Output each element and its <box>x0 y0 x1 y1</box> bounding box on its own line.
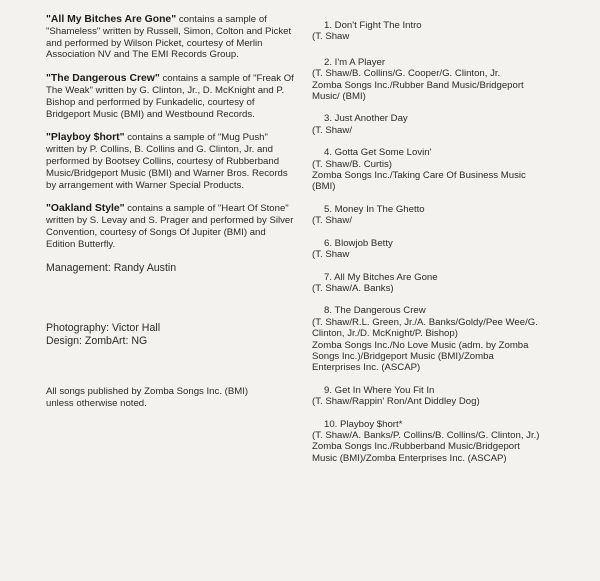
track-credit: (T. Shaw <box>312 249 350 261</box>
track-credit: Music/ (BMI) <box>312 91 366 103</box>
track-credit: (T. Shaw/R.L. Green, Jr./A. Banks/Goldy/Pee Wee/G. <box>312 316 538 328</box>
sample-credit <box>46 132 296 191</box>
track-credit: (T. Shaw/B. Collins/G. Cooper/G. Clinton, Jr. <box>312 68 501 80</box>
track-credit: (T. Shaw/A. Banks/P. Collins/B. Collins/G. Clinton, Jr.) <box>312 429 540 441</box>
sample-text: contains a sample of "Mug Push" written by P. Collins, B. Collins and G. Clinton, Jr. and performed by Bootsey Collins, courtesy of Rubberband Music/Bridgeport Music (BMI) and Warner Bros. Records by arrangement with Warner Special Products. <box>46 132 288 191</box>
track-item <box>312 204 574 227</box>
track-item <box>312 147 574 193</box>
track-credit: (T. Shaw <box>312 31 350 43</box>
track-credit: (T. Shaw/A. Banks) <box>312 282 394 294</box>
track-credit: Zomba Songs Inc./Rubberband Music/Bridgeport <box>312 441 520 453</box>
track-item <box>312 113 574 136</box>
track-credit: Zomba Songs Inc./Rubber Band Music/Bridgeport <box>312 79 524 91</box>
sample-song: "All My Bitches Are Gone" <box>46 14 177 25</box>
track-credit: Clinton, Jr./D. McKnight/P. Bishop) <box>312 328 458 340</box>
sample-credit <box>46 73 296 120</box>
sample-song: "Oakland Style" <box>46 203 125 215</box>
track-item <box>312 57 574 103</box>
track-credit: (T. Shaw/Rappin' Ron/Ant Diddley Dog) <box>312 396 480 408</box>
sample-song: "Playboy $hort" <box>46 132 125 144</box>
track-credit: (T. Shaw/ <box>312 124 352 136</box>
track-item <box>312 305 574 373</box>
track-title: 3. Just Another Day <box>324 113 408 125</box>
photography-credit: Photography: Victor Hall <box>46 322 161 335</box>
track-title: 9. Get In Where You Fit In <box>324 384 435 396</box>
sample-credit <box>46 14 296 61</box>
track-credit: Zomba Songs Inc./No Love Music (adm. by Zomba <box>312 339 529 351</box>
track-credit: Zomba Songs Inc./Taking Care Of Business Music <box>312 170 526 182</box>
publishing-note <box>46 386 296 410</box>
track-item <box>312 20 574 43</box>
track-item <box>312 238 574 261</box>
track-title: 5. Money In The Ghetto <box>324 203 425 215</box>
design-credit: Design: ZombArt: NG <box>46 335 148 348</box>
track-credit: Music (BMI)/Zomba Enterprises Inc. (ASCAP) <box>312 452 507 464</box>
track-title: 8. The Dangerous Crew <box>324 305 426 317</box>
publishing-line: All songs published by Zomba Songs Inc. (BMI) <box>46 386 249 398</box>
sample-credit <box>46 203 296 250</box>
track-title: 10. Playboy $hort* <box>324 418 403 430</box>
track-item <box>312 272 574 295</box>
track-list <box>312 20 574 475</box>
management-credit: Management: Randy Austin <box>46 261 177 274</box>
track-title: 6. Blowjob Betty <box>324 237 393 249</box>
sample-text: contains a sample of "Freak Of The Weak" written by G. Clinton, Jr., D. McKnight and P. Bishop and performed by Funkadelic, courtesy of Bridgeport Music (BMI) and Westbound Records. <box>46 73 294 120</box>
track-credit: (BMI) <box>312 181 336 193</box>
sample-text: contains a sample of "Heart Of Stone" written by S. Levay and S. Prager and performed by Silver Convention, courtesy of Songs Of Jupiter (BMI) and Edition Butterfly. <box>46 203 294 250</box>
track-credit: Songs Inc.)/Bridgeport Music (BMI)/Zomba <box>312 350 494 362</box>
track-title: 4. Gotta Get Some Lovin' <box>324 147 432 159</box>
track-credit: Enterprises Inc. (ASCAP) <box>312 362 421 374</box>
track-title: 2. I'm A Player <box>324 56 386 68</box>
track-credit: (T. Shaw/B. Curtis) <box>312 158 392 170</box>
track-item <box>312 385 574 408</box>
track-title: 1. Don't Fight The Intro <box>324 20 422 31</box>
production-credits <box>46 322 296 348</box>
track-credit: (T. Shaw/ <box>312 215 352 227</box>
sample-text: contains a sample of "Shameless" written by Russell, Simon, Colton and Picket and performed by Wilson Picket, courtesy of Merlin Association NV and The EMI Records Group. <box>46 14 292 61</box>
left-column <box>46 14 296 410</box>
sample-song: "The Dangerous Crew" <box>46 73 160 85</box>
track-item <box>312 419 574 465</box>
track-title: 7. All My Bitches Are Gone <box>324 271 438 283</box>
publishing-line: unless otherwise noted. <box>46 398 147 410</box>
